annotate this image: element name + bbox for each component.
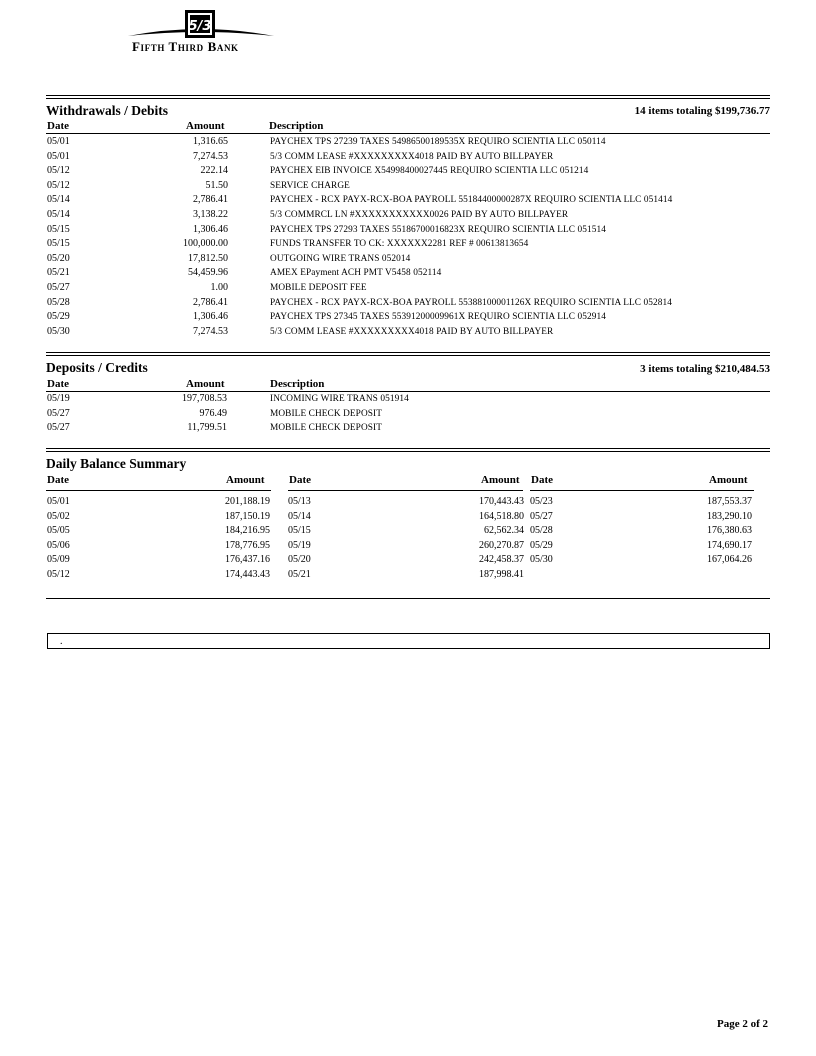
balance-amount: 187,150.19 — [225, 510, 270, 522]
balance-date: 05/19 — [288, 539, 311, 551]
row-description: 5/3 COMMRCL LN #XXXXXXXXXXX0026 PAID BY AUTO BILLPAYER — [270, 210, 569, 220]
balance-amount: 170,443.43 — [479, 496, 524, 507]
row-amount: 7,274.53 — [193, 325, 228, 337]
row-amount: 976.49 — [199, 407, 227, 419]
row-date: 05/28 — [47, 296, 70, 308]
table-row — [46, 392, 770, 407]
row-description: 5/3 COMM LEASE #XXXXXXXXX4018 PAID BY AUTO BILLPAYER — [270, 151, 554, 162]
section-rule — [46, 352, 770, 356]
withdrawals-section — [46, 95, 770, 337]
withdrawals-total: 14 items totaling $199,736.77 — [634, 105, 770, 117]
row-date: 05/20 — [47, 252, 70, 264]
row-description: SERVICE CHARGE — [270, 180, 350, 191]
row-date: 05/30 — [47, 325, 70, 337]
date-header: Date — [47, 378, 69, 390]
balance-date: 05/21 — [288, 569, 311, 580]
balance-amount: 260,270.87 — [479, 539, 524, 551]
table-row — [46, 407, 770, 422]
table-row — [46, 421, 770, 436]
row-description: PAYCHEX - RCX PAYX-RCX-BOA PAYROLL 55184400000287X REQUIRO SCIENTIA LLC 051414 — [270, 195, 673, 206]
row-date: 05/19 — [47, 393, 70, 404]
balance-amount: 187,998.41 — [479, 569, 524, 580]
page-number: Page 2 of 2 — [716, 1018, 768, 1030]
description-header: Description — [270, 378, 325, 390]
balance-date: 05/14 — [288, 510, 311, 522]
row-date: 05/27 — [47, 422, 70, 434]
balance-date: 05/09 — [47, 554, 70, 566]
row-date: 05/12 — [47, 179, 70, 191]
balance-section — [46, 448, 770, 580]
amount-header: Amount — [186, 378, 225, 390]
balance-amount: 187,553.37 — [707, 496, 752, 507]
row-amount: 1,306.46 — [193, 223, 228, 235]
row-amount: 1,306.46 — [193, 311, 228, 323]
list-item — [46, 568, 770, 583]
row-date: 05/01 — [47, 150, 70, 162]
row-date: 05/27 — [47, 282, 70, 293]
row-description: PAYCHEX TPS 27239 TAXES 54986500189535X REQUIRO SCIENTIA LLC 050114 — [270, 137, 606, 147]
table-row — [46, 164, 770, 179]
row-amount: 3,138.22 — [193, 209, 228, 220]
amount-header: Amount — [709, 474, 748, 486]
section-rule — [46, 448, 770, 452]
balance-date: 05/01 — [47, 496, 70, 507]
list-item — [46, 510, 770, 525]
header-rule — [530, 490, 754, 491]
balance-date: 05/28 — [530, 525, 553, 537]
row-date: 05/12 — [47, 165, 70, 177]
amount-header: Amount — [481, 474, 520, 486]
row-amount: 2,786.41 — [193, 194, 228, 206]
balance-amount: 176,437.16 — [225, 554, 270, 566]
row-amount: 2,786.41 — [193, 296, 228, 308]
row-amount: 54,459.96 — [188, 267, 228, 279]
balance-date: 05/12 — [47, 569, 70, 580]
balance-date: 05/29 — [530, 539, 553, 551]
row-date: 05/21 — [47, 267, 70, 279]
balance-amount: 174,690.17 — [707, 539, 752, 551]
date-header: Date — [47, 474, 69, 486]
amount-header: Amount — [226, 474, 265, 486]
table-row — [46, 266, 770, 281]
row-description: MOBILE CHECK DEPOSIT — [270, 423, 383, 434]
row-description: INCOMING WIRE TRANS 051914 — [270, 394, 409, 404]
table-row — [46, 223, 770, 238]
balance-amount: 201,188.19 — [225, 496, 270, 507]
table-row — [46, 193, 770, 208]
balance-amount: 176,380.63 — [707, 525, 752, 537]
row-date: 05/29 — [47, 311, 70, 323]
row-amount: 197,708.53 — [182, 393, 227, 404]
row-date: 05/15 — [47, 238, 70, 250]
balance-date: 05/13 — [288, 496, 311, 507]
header-rule — [46, 490, 271, 491]
row-date: 05/27 — [47, 407, 70, 419]
row-description: OUTGOING WIRE TRANS 052014 — [270, 253, 411, 264]
row-amount: 100,000.00 — [183, 238, 228, 250]
section-rule — [46, 95, 770, 99]
balance-amount: 174,443.43 — [225, 569, 270, 580]
balance-date: 05/05 — [47, 525, 70, 537]
row-amount: 1.00 — [210, 282, 228, 293]
list-item — [46, 539, 770, 554]
balance-amount: 62,562.34 — [484, 525, 524, 537]
list-item — [46, 553, 770, 568]
bank-name: Fifth Third Bank — [132, 39, 239, 54]
svg-text:5/3: 5/3 — [188, 19, 212, 34]
date-header: Date — [531, 474, 553, 486]
note-box — [47, 633, 770, 649]
balance-amount: 167,064.26 — [707, 554, 752, 566]
balance-date: 05/06 — [47, 539, 70, 551]
date-header: Date — [289, 474, 311, 486]
row-amount: 222.14 — [200, 165, 228, 177]
row-description: PAYCHEX EIB INVOICE X54998400027445 REQUIRO SCIENTIA LLC 051214 — [270, 166, 589, 177]
header-rule — [46, 133, 770, 134]
table-row — [46, 150, 770, 165]
row-date: 05/14 — [47, 194, 70, 206]
description-header: Description — [269, 120, 324, 132]
table-row — [46, 310, 770, 325]
table-row — [46, 325, 770, 340]
amount-header: Amount — [186, 120, 225, 132]
balance-title: Daily Balance Summary — [46, 456, 187, 471]
date-header: Date — [47, 120, 69, 132]
table-row — [46, 208, 770, 223]
row-description: PAYCHEX TPS 27345 TAXES 55391200009961X REQUIRO SCIENTIA LLC 052914 — [270, 312, 607, 323]
list-item — [46, 495, 770, 510]
row-description: PAYCHEX - RCX PAYX-RCX-BOA PAYROLL 55388100001126X REQUIRO SCIENTIA LLC 052814 — [270, 297, 673, 308]
row-description: AMEX EPayment ACH PMT V5458 052114 — [270, 268, 442, 279]
balance-amount: 242,458.37 — [479, 554, 524, 566]
row-description: 5/3 COMM LEASE #XXXXXXXXX4018 PAID BY AUTO BILLPAYER — [270, 326, 554, 337]
row-date: 05/14 — [47, 209, 70, 220]
table-row — [46, 135, 770, 150]
balance-amount: 178,776.95 — [225, 539, 270, 551]
balance-amount: 183,290.10 — [707, 510, 752, 522]
deposits-total: 3 items totaling $210,484.53 — [640, 363, 770, 375]
row-description: MOBILE CHECK DEPOSIT — [270, 408, 383, 419]
section-bottom-rule — [46, 598, 770, 599]
table-row — [46, 281, 770, 296]
table-row — [46, 179, 770, 194]
balance-date: 05/23 — [530, 496, 553, 507]
balance-amount: 164,518.80 — [479, 510, 524, 522]
row-date: 05/15 — [47, 223, 70, 235]
row-amount: 1,316.65 — [193, 136, 228, 147]
balance-amount: 184,216.95 — [225, 525, 270, 537]
table-row — [46, 296, 770, 311]
balance-date: 05/15 — [288, 525, 311, 537]
withdrawals-title: Withdrawals / Debits — [46, 103, 169, 118]
row-description: FUNDS TRANSFER TO CK: XXXXXX2281 REF # 00613813654 — [270, 239, 529, 250]
row-date: 05/01 — [47, 136, 70, 147]
note-text: . — [60, 636, 63, 647]
deposits-section — [46, 352, 770, 434]
list-item — [46, 524, 770, 539]
row-amount: 7,274.53 — [193, 150, 228, 162]
balance-date: 05/02 — [47, 510, 70, 522]
row-amount: 11,799.51 — [187, 422, 227, 434]
row-amount: 17,812.50 — [188, 252, 228, 264]
balance-date: 05/30 — [530, 554, 553, 566]
table-row — [46, 252, 770, 267]
balance-date: 05/20 — [288, 554, 311, 566]
deposits-title: Deposits / Credits — [46, 360, 148, 375]
header-rule — [288, 490, 523, 491]
table-row — [46, 237, 770, 252]
row-description: PAYCHEX TPS 27293 TAXES 55186700016823X REQUIRO SCIENTIA LLC 051514 — [270, 224, 607, 235]
row-description: MOBILE DEPOSIT FEE — [270, 283, 367, 293]
row-amount: 51.50 — [205, 179, 228, 191]
balance-date: 05/27 — [530, 510, 553, 522]
